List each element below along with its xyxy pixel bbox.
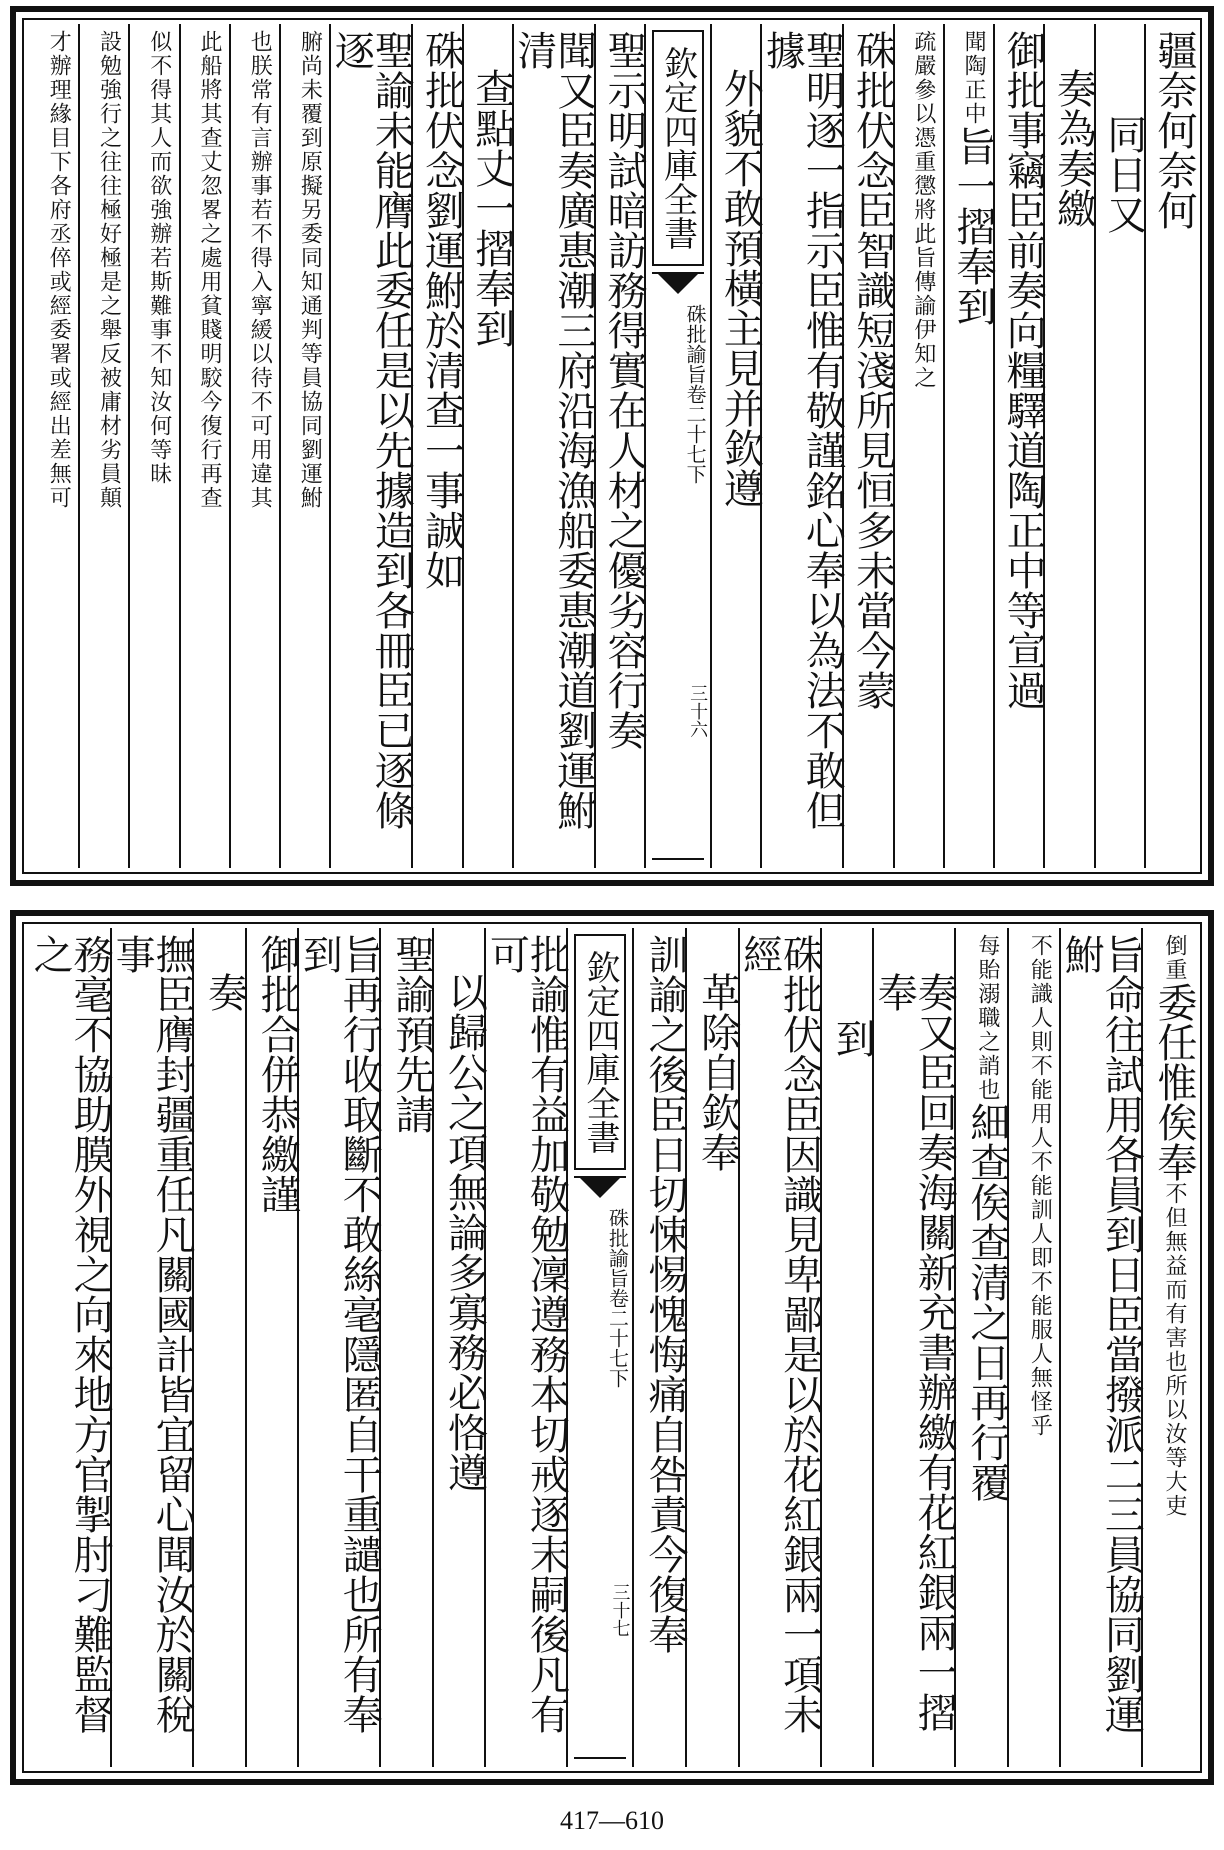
annotation-small: 似不得其人而欲強辦若斯難事不知汝何等昧 bbox=[146, 30, 172, 486]
strip-volume: 硃批諭旨卷二十七下 bbox=[683, 304, 708, 484]
text-column bbox=[1094, 24, 1147, 868]
text-column bbox=[1043, 24, 1097, 868]
annotation-small: 不但無益而有害也所以汝等大吏 bbox=[1162, 1182, 1187, 1518]
column-text: 聞又臣奏廣惠潮三府沿海漁船委惠潮道劉運鮒清 bbox=[510, 30, 597, 830]
column-text: 旨再行收取斷不敢絲毫隱匿自干重譴也所有奉到 bbox=[296, 934, 383, 1734]
text-column bbox=[411, 24, 465, 868]
column-text: 務毫不協助膜外視之向來地方官掣肘刁難監督之 bbox=[27, 934, 114, 1734]
column-text: 革除自欽奉 bbox=[694, 972, 741, 1172]
strip-bottom-mark bbox=[574, 1647, 626, 1759]
column-text: 以歸公之項無論多寡務必恪遵 bbox=[441, 972, 488, 1492]
annotation-column bbox=[30, 24, 78, 868]
annotation-small: 倒重 bbox=[1162, 934, 1187, 982]
annotation-small: 每貽溺職之誚也 bbox=[974, 934, 1000, 1102]
text-column bbox=[594, 24, 648, 868]
annotation-column bbox=[78, 24, 128, 868]
text-column bbox=[632, 928, 689, 1767]
column-text: 旨一摺奉到 bbox=[950, 126, 997, 326]
column-text: 細查俟查清之日再行覆 bbox=[963, 1102, 1010, 1502]
bottom-columns bbox=[27, 928, 1197, 1767]
center-strip bbox=[566, 928, 632, 1767]
text-column bbox=[1144, 24, 1197, 868]
annotation-small: 疏嚴參以憑重懲將此旨傳諭伊知之 bbox=[910, 30, 936, 390]
strip-page-number: 三十六 bbox=[687, 684, 709, 738]
annotation-column bbox=[128, 24, 178, 868]
text-column bbox=[759, 24, 846, 868]
text-column bbox=[432, 928, 488, 1767]
center-strip bbox=[644, 24, 710, 868]
column-text: 批諭惟有益加敬勉凜遵務本切戒逐末嗣後凡有可 bbox=[483, 934, 570, 1734]
column-text: 聖諭預先請 bbox=[388, 934, 435, 1134]
column-text: 疆奈何奈何 bbox=[1151, 30, 1197, 230]
column-text: 硃批伏念臣因識見卑鄙是以於花紅銀兩一項未經 bbox=[736, 934, 823, 1734]
column-text: 訓諭之後臣日切悚惕愧悔痛自咎責今復奉 bbox=[642, 934, 689, 1654]
column-text: 到 bbox=[829, 1018, 876, 1058]
text-column bbox=[1141, 928, 1197, 1767]
annotation-small: 才辦理緣目下各府丞倅或經委署或經出差無可 bbox=[46, 30, 72, 510]
text-column bbox=[954, 928, 1010, 1767]
annotation-small: 聞陶正中 bbox=[961, 30, 987, 126]
strip-page-number: 三十七 bbox=[609, 1583, 631, 1637]
column-text: 聖諭未能膺此委任是以先據造到各冊臣已逐條逐 bbox=[328, 30, 415, 830]
column-text: 聖示明試暗訪務得實在人材之優劣容行奏 bbox=[601, 30, 648, 750]
text-column bbox=[943, 24, 997, 868]
column-text: 撫臣膺封疆重任凡關國計皆宜留心聞汝於關稅事 bbox=[109, 934, 196, 1734]
text-column bbox=[993, 24, 1047, 868]
text-column bbox=[462, 24, 515, 868]
column-text: 外貌不敢預橫主見并欽遵 bbox=[717, 68, 764, 508]
text-column bbox=[842, 24, 896, 868]
column-text: 同日又 bbox=[1100, 114, 1147, 234]
page-number-caption: 417—610 bbox=[560, 1806, 664, 1835]
annotation-column bbox=[279, 24, 329, 868]
text-column bbox=[710, 24, 764, 868]
annotation-small: 也朕常有言辦事若不得入寧緩以待不可用違其 bbox=[247, 30, 273, 510]
bottom-page bbox=[10, 910, 1214, 1785]
annotation-column bbox=[179, 24, 229, 868]
text-column bbox=[893, 24, 943, 868]
annotation-small: 腑尚未覆到原擬另委同知通判等員協同劉運鮒 bbox=[297, 30, 323, 510]
text-column bbox=[820, 928, 876, 1767]
column-text: 奏又臣回奏海關新充書辦繳有花紅銀兩一摺奉 bbox=[871, 972, 958, 1732]
text-column bbox=[109, 928, 196, 1767]
annotation-small: 此船將其查丈忽畧之處用貧賤明駮今復行再查 bbox=[196, 30, 222, 510]
annotation-column bbox=[229, 24, 279, 868]
text-column bbox=[483, 928, 570, 1767]
strip-title: 欽定四庫全書 bbox=[574, 934, 626, 1170]
text-column bbox=[328, 24, 415, 868]
column-text: 硃批伏念臣智識短淺所見恒多未當今蒙 bbox=[849, 30, 896, 710]
top-page bbox=[10, 6, 1214, 886]
annotation-small: 設勉強行之往往極好極是之舉反被庸材劣員顛 bbox=[96, 30, 122, 510]
column-text: 御批事竊臣前奏向糧驛道陶正中等宣過 bbox=[1000, 30, 1047, 710]
column-text: 旨命往試用各員到日臣當撥派二三員協同劉運鮒 bbox=[1058, 934, 1145, 1734]
strip-title: 欽定四庫全書 bbox=[652, 30, 704, 266]
column-text: 奏 bbox=[201, 972, 248, 1012]
top-columns bbox=[30, 24, 1197, 868]
text-column bbox=[510, 24, 597, 868]
column-text: 硃批伏念劉運鮒於清查一事誠如 bbox=[418, 30, 465, 590]
fish-tail-mark bbox=[652, 272, 704, 290]
text-column bbox=[296, 928, 383, 1767]
fish-tail-mark bbox=[574, 1176, 626, 1194]
column-text: 聖明逐一指示臣惟有敬謹銘心奉以為法不敢但據 bbox=[759, 30, 846, 830]
annotation-small: 不能識人則不能用人不能訓人即不能服人無怪乎 bbox=[1027, 934, 1053, 1438]
column-text: 委任惟俟奉 bbox=[1151, 982, 1197, 1182]
column-text: 奏為奏繳 bbox=[1050, 68, 1097, 228]
column-text: 查點丈一摺奉到 bbox=[468, 68, 515, 348]
column-text: 御批合併恭繳謹 bbox=[254, 934, 301, 1214]
text-column bbox=[27, 928, 114, 1767]
text-column bbox=[245, 928, 301, 1767]
text-column bbox=[379, 928, 435, 1767]
strip-bottom-mark bbox=[652, 748, 704, 860]
text-column bbox=[685, 928, 741, 1767]
strip-volume: 硃批諭旨卷二十七下 bbox=[605, 1208, 630, 1388]
text-column bbox=[871, 928, 958, 1767]
text-column bbox=[192, 928, 248, 1767]
text-column bbox=[736, 928, 823, 1767]
annotation-column bbox=[1007, 928, 1060, 1767]
text-column bbox=[1058, 928, 1145, 1767]
